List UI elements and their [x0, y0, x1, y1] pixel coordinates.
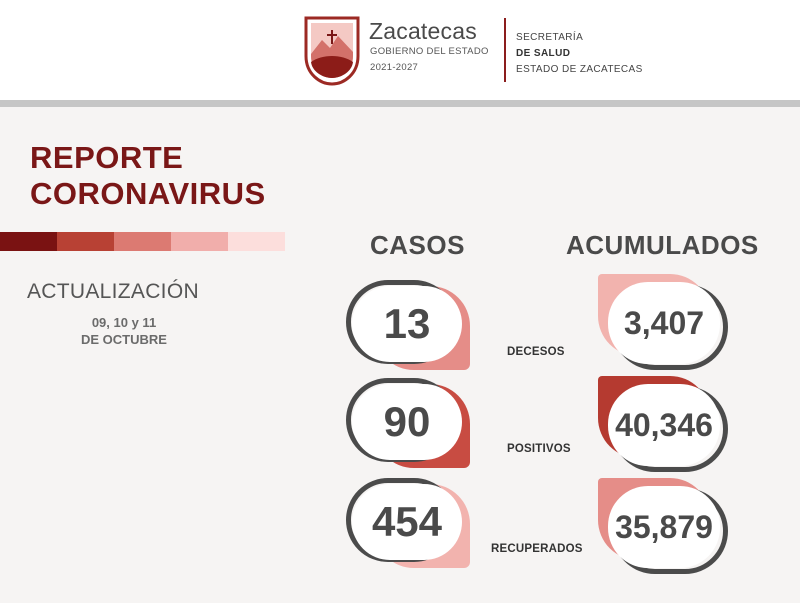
- cases-value-positives: 90: [352, 384, 462, 460]
- zacatecas-shield-logo: [302, 16, 362, 86]
- header-separator: [0, 100, 800, 107]
- accumulated-value-recovered: 35,879: [608, 486, 720, 568]
- row-label-positives: POSITIVOS: [507, 443, 571, 455]
- government-years: 2021-2027: [370, 62, 419, 73]
- cases-value-deaths: 13: [352, 286, 462, 362]
- secretariat-line-2: DE SALUD: [516, 48, 571, 59]
- report-title-line-1: REPORTE: [30, 140, 184, 175]
- row-label-deaths: DECESOS: [507, 346, 565, 358]
- update-label: ACTUALIZACIÓN: [27, 280, 199, 303]
- accumulated-value-deaths: 3,407: [608, 282, 720, 364]
- government-label: GOBIERNO DEL ESTADO: [370, 46, 489, 57]
- cases-value-recovered: 454: [352, 484, 462, 560]
- accumulated-value-positives: 40,346: [608, 384, 720, 466]
- state-name: Zacatecas: [369, 18, 477, 44]
- header-divider: [504, 18, 506, 82]
- update-date-line-1: 09, 10 y 11: [91, 315, 157, 330]
- header: [0, 0, 800, 100]
- update-date-line-2: DE OCTUBRE: [81, 332, 167, 347]
- color-stripe-3: [114, 232, 171, 251]
- color-stripe-4: [171, 232, 228, 251]
- report-title-line-2: CORONAVIRUS: [30, 176, 266, 211]
- row-label-recovered: RECUPERADOS: [491, 543, 583, 555]
- secretariat-line-1: SECRETARÍA: [516, 32, 584, 43]
- cases-heading: CASOS: [370, 230, 465, 260]
- color-stripe-2: [57, 232, 114, 251]
- color-stripe-5: [228, 232, 285, 251]
- accumulated-heading: ACUMULADOS: [566, 230, 759, 260]
- secretariat-line-3: ESTADO DE ZACATECAS: [516, 64, 643, 75]
- color-stripe-1: [0, 232, 57, 251]
